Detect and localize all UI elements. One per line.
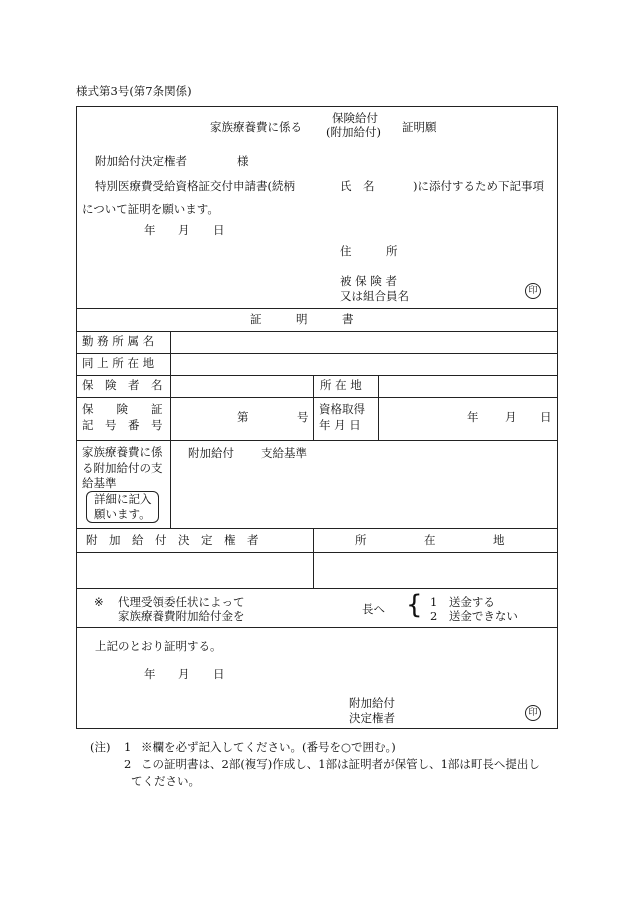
divider — [76, 552, 558, 553]
divider — [76, 397, 558, 398]
criteria-label-3: 給基準 — [82, 476, 117, 490]
divider — [313, 528, 314, 588]
card-label-2: 記 号 番 号 — [82, 418, 163, 432]
decider-label: 附 加 給 付 決 定 権 者 — [86, 533, 259, 547]
acq-day: 日 — [540, 410, 552, 424]
divider — [76, 331, 558, 332]
insured-label-2: 又は組合員名 — [340, 289, 409, 303]
acq-label-1: 資格取得 — [319, 402, 365, 416]
title-mid-1: 保険給付 — [332, 111, 378, 125]
acq-month: 月 — [505, 410, 517, 424]
criteria-label-2: る附加給付の支 — [82, 461, 163, 475]
certify-text: 上記のとおり証明する。 — [95, 639, 222, 653]
note-2-text-2: てください。 — [131, 774, 200, 788]
cert-heading: 証 明 書 — [250, 312, 354, 326]
acq-label-2: 年 月 日 — [319, 418, 361, 432]
acq-year: 年 — [467, 410, 479, 424]
request-date-day: 日 — [213, 223, 225, 237]
criteria-note-2: 願います。 — [94, 507, 151, 521]
request-body-line1-c: )に添付するため下記事項 — [413, 179, 544, 193]
request-date-month: 月 — [178, 223, 190, 237]
divider — [76, 627, 558, 628]
request-body-line1-b: 氏 名 — [340, 179, 375, 193]
proxy-line-2: 家族療養費附加給付金を — [118, 609, 245, 623]
card-no-label: 第 — [237, 410, 249, 424]
note-2-text-1: この証明書は、2部(複写)作成し、1部は証明者が保管し、1部は町長へ提出し — [141, 757, 540, 771]
left-brace-icon: { — [406, 590, 423, 620]
note-2-number: 2 — [124, 757, 132, 771]
cert-year: 年 — [144, 667, 156, 681]
insured-label-1: 被 保 険 者 — [340, 274, 397, 288]
workplace-address-label: 同 上 所 在 地 — [82, 356, 155, 370]
request-body-line1-a: 特別医療費受給資格証交付申請書(続柄 — [95, 179, 295, 193]
seal-mark: 印 — [525, 705, 541, 721]
divider — [76, 440, 558, 441]
cert-month: 月 — [178, 667, 190, 681]
criteria-label-1: 家族療養費に係 — [82, 445, 163, 459]
divider — [378, 375, 379, 440]
option-2: 2 送金できない — [430, 609, 518, 623]
cert-day: 日 — [213, 667, 225, 681]
request-body-line2: について証明を願います。 — [82, 202, 219, 216]
title-mid-2: (附加給付) — [326, 125, 381, 139]
proxy-line-1: 代理受領委任状によって — [118, 595, 245, 609]
seal-mark: 印 — [525, 283, 541, 299]
divider — [76, 588, 558, 589]
divider — [313, 375, 314, 440]
signer-1: 附加給付 — [349, 696, 395, 710]
addressee-suffix: 様 — [237, 154, 249, 168]
request-date-year: 年 — [144, 223, 156, 237]
divider — [76, 528, 558, 529]
proxy-mark: ※ — [94, 595, 104, 609]
card-label-1: 保 険 証 — [82, 402, 163, 416]
criteria-value-2: 支給基準 — [261, 446, 307, 460]
note-1-text: ※欄を必ず記入してください。(番号を○で囲む。) — [141, 740, 396, 754]
decider-location-label: 所 在 地 — [355, 533, 505, 547]
workplace-name-label: 勤 務 所 属 名 — [82, 334, 155, 348]
option-1: 1 送金する — [430, 595, 495, 609]
addressee: 附加給付決定権者 — [95, 154, 187, 168]
address-label: 住 所 — [340, 244, 398, 258]
title-left: 家族療養費に係る — [210, 120, 302, 134]
note-1-number: 1 — [124, 740, 132, 754]
criteria-value-1: 附加給付 — [188, 446, 234, 460]
title-right: 証明願 — [402, 120, 437, 134]
divider — [76, 375, 558, 376]
proxy-to: 長へ — [362, 602, 385, 616]
notes-label: (注) — [90, 740, 111, 754]
location-label: 所 在 地 — [320, 378, 362, 392]
card-go-label: 号 — [297, 410, 309, 424]
insurer-name-label: 保 険 者 名 — [82, 378, 163, 392]
divider — [76, 353, 558, 354]
divider — [76, 308, 558, 309]
form-number: 様式第3号(第7条関係) — [76, 84, 192, 98]
signer-2: 決定権者 — [349, 711, 395, 725]
divider — [170, 331, 171, 528]
criteria-note-1: 詳細に記入 — [94, 492, 152, 506]
